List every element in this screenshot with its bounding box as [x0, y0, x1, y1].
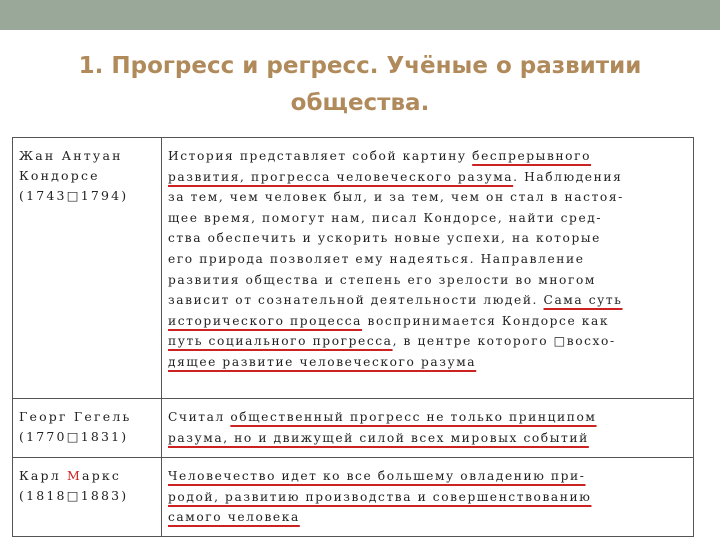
text-line: развития, прогресса человеческого разума. Наблюдения	[168, 169, 623, 184]
underlined-phrase: самого человека	[168, 510, 300, 525]
underlined-phrase: беспрерывного	[472, 149, 592, 163]
text-line	[168, 428, 687, 449]
handwritten-letter: М	[67, 468, 83, 483]
scholar-name-line: Кондорсе	[19, 168, 100, 183]
text-line	[168, 466, 687, 487]
scholar-name-cell	[13, 138, 162, 399]
scholar-view-cell	[162, 138, 694, 399]
scholar-view-cell	[162, 458, 694, 537]
title-line-2: общества.	[290, 90, 430, 116]
scholar-view-cell	[162, 399, 694, 458]
scholar-name-cell	[13, 458, 162, 537]
text-line: щее время, помогут нам, писал Кондорсе, найти сред-	[168, 210, 603, 225]
underlined-phrase: развития, прогресса человеческого разума	[168, 169, 514, 184]
scholar-name-line: Карл Маркс	[19, 468, 122, 483]
table-row-hegel	[13, 399, 694, 458]
table-row-condorcet	[13, 138, 694, 399]
scholar-name-cell	[13, 399, 162, 458]
text-line: История представляет собой картину беспрерывного	[168, 149, 592, 163]
underlined-phrase: общественный прогресс не только принципом	[230, 410, 597, 424]
underlined-phrase: Сама суть	[543, 293, 623, 308]
scholar-years: (1818□1883)	[19, 488, 129, 503]
scholar-years: (1770□1831)	[19, 429, 129, 444]
underlined-phrase: дящее развитие человеческого разума	[168, 354, 477, 369]
title-line-1: 1. Прогресс и регресс. Учёные о развитии	[78, 53, 642, 79]
text-line: путь социального прогресса, в центре которого □восхо-	[168, 334, 616, 349]
slide-title	[20, 48, 700, 122]
text-line: развития общества и степень его зрелости во многом	[168, 272, 596, 287]
text-line: ства обеспечить и ускорить новые успехи, на которые	[168, 231, 601, 246]
text-line: за тем, чем человек был, и за тем, чем он стал в настоя-	[168, 190, 624, 205]
underlined-phrase: Человечество идет ко все большему овладению при-	[168, 469, 586, 483]
underlined-phrase: разума, но и движущей силой всех мировых событий	[168, 430, 589, 445]
text-line: Считал общественный прогресс не только принципом	[168, 410, 597, 424]
underlined-phrase: исторического процесса	[168, 313, 363, 328]
underlined-phrase: путь социального прогресса	[168, 334, 393, 349]
underlined-phrase: родой, развитию производства и совершенствованию	[168, 489, 592, 504]
text-line	[168, 352, 687, 373]
scholar-name-line: Жан Антуан	[19, 148, 123, 163]
scholars-table	[12, 137, 694, 537]
top-band	[0, 0, 720, 30]
text-line: зависит от сознательной деятельности людей. Сама суть	[168, 293, 623, 308]
text-line	[168, 487, 687, 508]
text-line: его природа позволяет ему надеяться. Направление	[168, 251, 585, 266]
text-line	[168, 507, 687, 528]
scholar-years: (1743□1794)	[19, 188, 129, 203]
scholar-name-line: Георг Гегель	[19, 409, 132, 424]
table-row-marx	[13, 458, 694, 537]
text-line: исторического процесса воспринимается Кондорсе как	[168, 313, 610, 328]
